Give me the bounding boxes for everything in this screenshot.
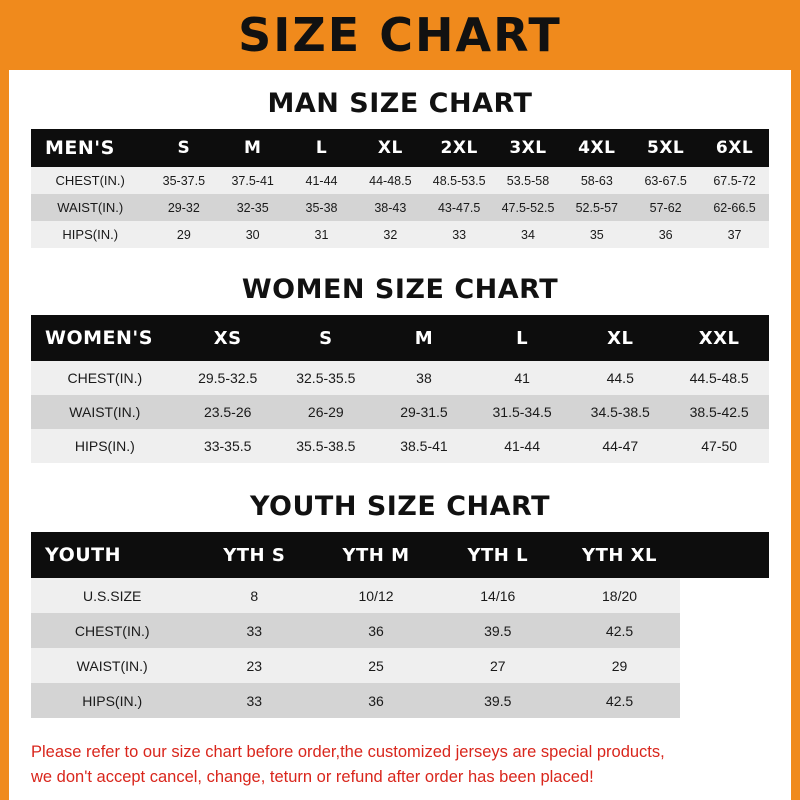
table-row (31, 648, 769, 683)
women-row-header-label: WOMEN'S (31, 315, 179, 361)
women-cell: 23.5-26 (179, 395, 277, 429)
women-cell: 33-35.5 (179, 429, 277, 463)
youth-cell-spacer (680, 613, 769, 648)
youth-cell: 33 (193, 683, 315, 718)
man-cell: 29 (149, 221, 218, 248)
women-row-label: WAIST(IN.) (31, 395, 179, 429)
table-row (31, 167, 769, 194)
youth-cell-spacer (680, 683, 769, 718)
content (9, 88, 791, 790)
youth-row-header-label: YOUTH (31, 532, 193, 578)
notice (31, 740, 769, 790)
youth-cell-spacer (680, 648, 769, 683)
women-cell: 35.5-38.5 (277, 429, 375, 463)
table-row (31, 613, 769, 648)
women-col-header: M (375, 315, 473, 361)
women-row-label: HIPS(IN.) (31, 429, 179, 463)
women-cell: 41 (473, 361, 571, 395)
table-row (31, 395, 769, 429)
youth-cell: 39.5 (437, 683, 559, 718)
table-row (31, 194, 769, 221)
women-cell: 34.5-38.5 (571, 395, 669, 429)
man-cell: 63-67.5 (631, 167, 700, 194)
youth-col-header: YTH L (437, 532, 559, 578)
women-cell: 29.5-32.5 (179, 361, 277, 395)
youth-cell: 42.5 (559, 613, 681, 648)
man-col-header: 2XL (425, 129, 494, 167)
youth-cell: 14/16 (437, 578, 559, 613)
man-cell: 29-32 (149, 194, 218, 221)
youth-cell: 29 (559, 648, 681, 683)
table-header-row (31, 315, 769, 361)
women-col-header: XXL (669, 315, 769, 361)
table-row (31, 361, 769, 395)
man-cell: 34 (494, 221, 563, 248)
youth-cell: 42.5 (559, 683, 681, 718)
table-row (31, 683, 769, 718)
women-section-title: WOMEN SIZE CHART (241, 274, 559, 305)
man-row-label: WAIST(IN.) (31, 194, 149, 221)
man-cell: 44-48.5 (356, 167, 425, 194)
youth-row-label: U.S.SIZE (31, 578, 193, 613)
man-cell: 62-66.5 (700, 194, 769, 221)
man-cell: 30 (218, 221, 287, 248)
women-cell: 44.5 (571, 361, 669, 395)
women-cell: 44-47 (571, 429, 669, 463)
man-col-header: 5XL (631, 129, 700, 167)
women-row-label: CHEST(IN.) (31, 361, 179, 395)
women-cell: 47-50 (669, 429, 769, 463)
youth-cell: 27 (437, 648, 559, 683)
women-cell: 26-29 (277, 395, 375, 429)
man-cell: 36 (631, 221, 700, 248)
youth-cell-spacer (680, 578, 769, 613)
women-col-header: XS (179, 315, 277, 361)
man-cell: 47.5-52.5 (494, 194, 563, 221)
youth-cell: 25 (315, 648, 437, 683)
youth-col-header: YTH M (315, 532, 437, 578)
youth-section-title: YOUTH SIZE CHART (249, 491, 551, 522)
man-cell: 37 (700, 221, 769, 248)
youth-cell: 33 (193, 613, 315, 648)
youth-cell: 36 (315, 613, 437, 648)
women-col-header: XL (571, 315, 669, 361)
man-cell: 31 (287, 221, 356, 248)
women-cell: 44.5-48.5 (669, 361, 769, 395)
man-cell: 35-38 (287, 194, 356, 221)
women-col-header: S (277, 315, 375, 361)
man-col-header: L (287, 129, 356, 167)
women-cell: 32.5-35.5 (277, 361, 375, 395)
women-col-header: L (473, 315, 571, 361)
women-size-table (31, 315, 769, 463)
youth-row-label: CHEST(IN.) (31, 613, 193, 648)
notice-line-1: Please refer to our size chart before order,the customized jerseys are special products, (31, 743, 665, 761)
man-cell: 35-37.5 (149, 167, 218, 194)
women-cell: 38.5-42.5 (669, 395, 769, 429)
man-cell: 67.5-72 (700, 167, 769, 194)
table-header-row (31, 129, 769, 167)
women-cell: 38.5-41 (375, 429, 473, 463)
women-cell: 38 (375, 361, 473, 395)
women-cell: 41-44 (473, 429, 571, 463)
women-cell: 29-31.5 (375, 395, 473, 429)
youth-cell: 36 (315, 683, 437, 718)
man-col-header: 4XL (562, 129, 631, 167)
man-col-header: M (218, 129, 287, 167)
notice-line-2: we don't accept cancel, change, teturn or refund after order has been placed! (31, 767, 594, 786)
man-row-header-label: MEN'S (31, 129, 149, 167)
man-cell: 43-47.5 (425, 194, 494, 221)
youth-col-header: YTH XL (559, 532, 681, 578)
page-title: SIZE CHART (238, 8, 562, 62)
man-col-header: 6XL (700, 129, 769, 167)
man-col-header: 3XL (494, 129, 563, 167)
youth-cell: 10/12 (315, 578, 437, 613)
youth-cell: 8 (193, 578, 315, 613)
man-cell: 32-35 (218, 194, 287, 221)
youth-header-spacer (680, 532, 769, 578)
table-row (31, 221, 769, 248)
man-col-header: S (149, 129, 218, 167)
man-section-title: MAN SIZE CHART (267, 88, 533, 119)
youth-size-table (31, 532, 769, 718)
youth-cell: 18/20 (559, 578, 681, 613)
man-col-header: XL (356, 129, 425, 167)
youth-row-label: WAIST(IN.) (31, 648, 193, 683)
youth-col-header: YTH S (193, 532, 315, 578)
man-cell: 53.5-58 (494, 167, 563, 194)
man-cell: 37.5-41 (218, 167, 287, 194)
table-row (31, 578, 769, 613)
man-cell: 48.5-53.5 (425, 167, 494, 194)
table-row (31, 429, 769, 463)
youth-cell: 23 (193, 648, 315, 683)
banner (9, 0, 791, 70)
youth-cell: 39.5 (437, 613, 559, 648)
man-row-label: HIPS(IN.) (31, 221, 149, 248)
youth-row-label: HIPS(IN.) (31, 683, 193, 718)
man-row-label: CHEST(IN.) (31, 167, 149, 194)
man-cell: 58-63 (562, 167, 631, 194)
table-header-row (31, 532, 769, 578)
man-cell: 57-62 (631, 194, 700, 221)
man-cell: 32 (356, 221, 425, 248)
women-cell: 31.5-34.5 (473, 395, 571, 429)
man-cell: 52.5-57 (562, 194, 631, 221)
man-cell: 41-44 (287, 167, 356, 194)
man-cell: 38-43 (356, 194, 425, 221)
man-cell: 35 (562, 221, 631, 248)
man-size-table (31, 129, 769, 248)
man-cell: 33 (425, 221, 494, 248)
